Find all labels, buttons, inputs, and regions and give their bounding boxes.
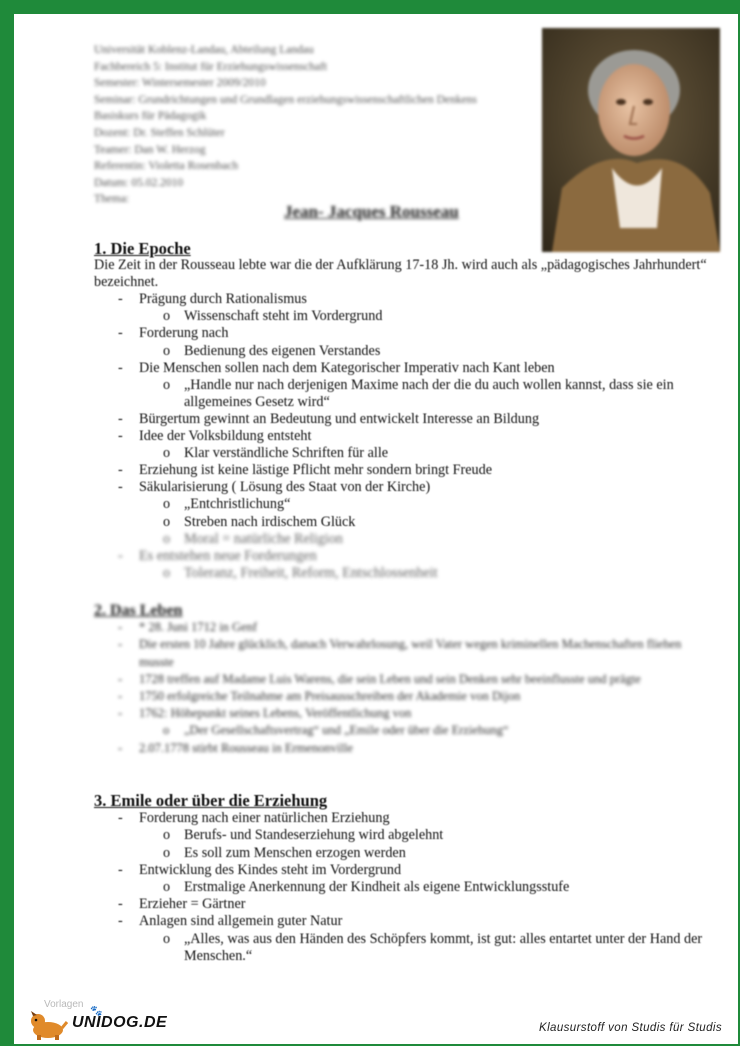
sub-list-item: o „Entchristlichung“ — [139, 496, 714, 513]
list-item: - Prägung durch Rationalismus o Wissenschaft steht im Vordergrund — [94, 291, 714, 325]
sub-list-item: o Moral = natürliche Religion — [139, 531, 714, 548]
header-line: Basiskurs für Pädagogik — [94, 110, 207, 123]
list-item: - Idee der Volksbildung entsteht o Klar verständliche Schriften für alle — [94, 428, 714, 462]
sub-list-item: o Berufs- und Standeserziehung wird abgelehnt — [139, 827, 714, 844]
list-item: - 1762: Höhepunkt seines Lebens, Veröffentlichung von o „Der Gesellschaftsvertrag“ und „Emile oder über die Erziehung“ — [94, 705, 694, 739]
list-item: - Forderung nach o Bedienung des eigenen Verstandes — [94, 325, 714, 359]
list-item: - Bürgertum gewinnt an Bedeutung und entwickelt Interesse an Bildung — [94, 411, 714, 428]
list-item: - Die ersten 10 Jahre glücklich, danach Verwahrlosung, weil Vater wegen kriminellen Machenschaften fliehen musste — [94, 636, 694, 670]
sub-list-item: o „Handle nur nach derjenigen Maxime nach der die du auch wollen kannst, dass sie ein allgemeines Gesetz wird“ — [139, 377, 714, 411]
section-emile — [94, 792, 714, 965]
rousseau-portrait — [542, 28, 720, 252]
intro-paragraph: Die Zeit in der Rousseau lebte war die der Aufklärung 17-18 Jh. wird auch als „pädagogisches Jahrhundert“ bezeichnet. — [94, 257, 707, 291]
header-line: Seminar: Grundrichtungen und Grundlagen erziehungswissenschaftlichen Denkens — [94, 93, 477, 106]
sub-list-item: o Klar verständliche Schriften für alle — [139, 445, 714, 462]
paw-icon: 🐾 — [90, 1006, 103, 1017]
sub-list-item: o Streben nach irdischem Glück — [139, 514, 714, 531]
document-header — [94, 42, 534, 208]
section-epoche — [94, 240, 714, 582]
header-line: Fachbereich 5: Institut für Erziehungswissenschaft — [94, 60, 328, 73]
section-heading: 3. Emile oder über die Erziehung — [94, 791, 328, 810]
sub-list-item: o „Der Gesellschaftsvertrag“ und „Emile oder über die Erziehung“ — [139, 722, 694, 739]
sub-list-item: o „Alles, was aus den Händen des Schöpfers kommt, ist gut: alles entartet unter der Hand der Menschen.“ — [139, 931, 714, 965]
dog-icon — [28, 1010, 68, 1040]
list-item: - Erzieher = Gärtner — [94, 896, 714, 913]
unidog-logo — [28, 1006, 168, 1040]
list-item: - Forderung nach einer natürlichen Erziehung o Berufs- und Standeserziehung wird abgelehnt o Es soll zum Menschen erzogen werden — [94, 810, 714, 862]
header-line: Teamer: Dan W. Herzog — [94, 143, 206, 156]
list-item: - Erziehung ist keine lästige Pflicht mehr sondern bringt Freude — [94, 462, 714, 479]
list-item: - Säkularisierung ( Lösung des Staat von der Kirche) o „Entchristlichung“ o Streben nach irdischem Glück o Moral = natürliche Religion — [94, 479, 714, 547]
header-line: Datum: 05.02.2010 — [94, 176, 184, 189]
footer-slogan: Klausurstoff von Studis für Studis — [539, 1022, 722, 1034]
sub-list-item: o Toleranz, Freiheit, Reform, Entschlossenheit — [139, 565, 714, 582]
header-line: Semester: Wintersemester 2009/2010 — [94, 77, 266, 90]
list-item: - * 28. Juni 1712 in Genf — [94, 619, 694, 636]
vorlagen-label: Vorlagen — [44, 999, 84, 1010]
list-item: - Anlagen sind allgemein guter Natur o „Alles, was aus den Händen des Schöpfers kommt, ist gut: alles entartet unter der Hand der Menschen.“ — [94, 913, 714, 965]
list-item: - 1750 erfolgreiche Teilnahme am Preisausschreiben der Akademie von Dijon — [94, 688, 694, 705]
sub-list-item: o Wissenschaft steht im Vordergrund — [139, 308, 714, 325]
logo-text: UNIDOG.DE — [72, 1014, 168, 1031]
header-line: Dozent: Dr. Steffen Schlüter — [94, 126, 225, 139]
header-line: Universität Koblenz-Landau, Abteilung Landau — [94, 44, 314, 56]
list-item: - 1728 treffen auf Madame Luis Warens, die sein Leben und sein Denken sehr beeinflusste und prägte — [94, 671, 694, 688]
document-page — [14, 14, 738, 1044]
header-line: Referentin: Violetta Rosenbach — [94, 160, 239, 173]
sub-list-item: o Es soll zum Menschen erzogen werden — [139, 845, 714, 862]
section-heading: 1. Die Epoche — [94, 239, 191, 258]
list-item: - 2.07.1778 stirbt Rousseau in Ermenonville — [94, 740, 694, 757]
sub-list-item: o Bedienung des eigenen Verstandes — [139, 343, 714, 360]
document-title: Jean- Jacques Rousseau — [284, 202, 459, 221]
section-heading: 2. Das Leben — [94, 602, 183, 619]
header-line: Thema: — [94, 193, 130, 206]
list-item: - Es entstehen neue Forderungen o Toleranz, Freiheit, Reform, Entschlossenheit — [94, 548, 714, 582]
list-item: - Entwicklung des Kindes steht im Vordergrund o Erstmalige Anerkennung der Kindheit als eigene Entwicklungsstufe — [94, 862, 714, 896]
list-item: - Die Menschen sollen nach dem Kategorischer Imperativ nach Kant leben o „Handle nur nach derjenigen Maxime nach der die du auch wollen kannst, dass sie ein allgemeines Gesetz wird“ — [94, 360, 714, 411]
section-leben — [94, 602, 694, 757]
sub-list-item: o Erstmalige Anerkennung der Kindheit als eigene Entwicklungsstufe — [139, 879, 714, 896]
